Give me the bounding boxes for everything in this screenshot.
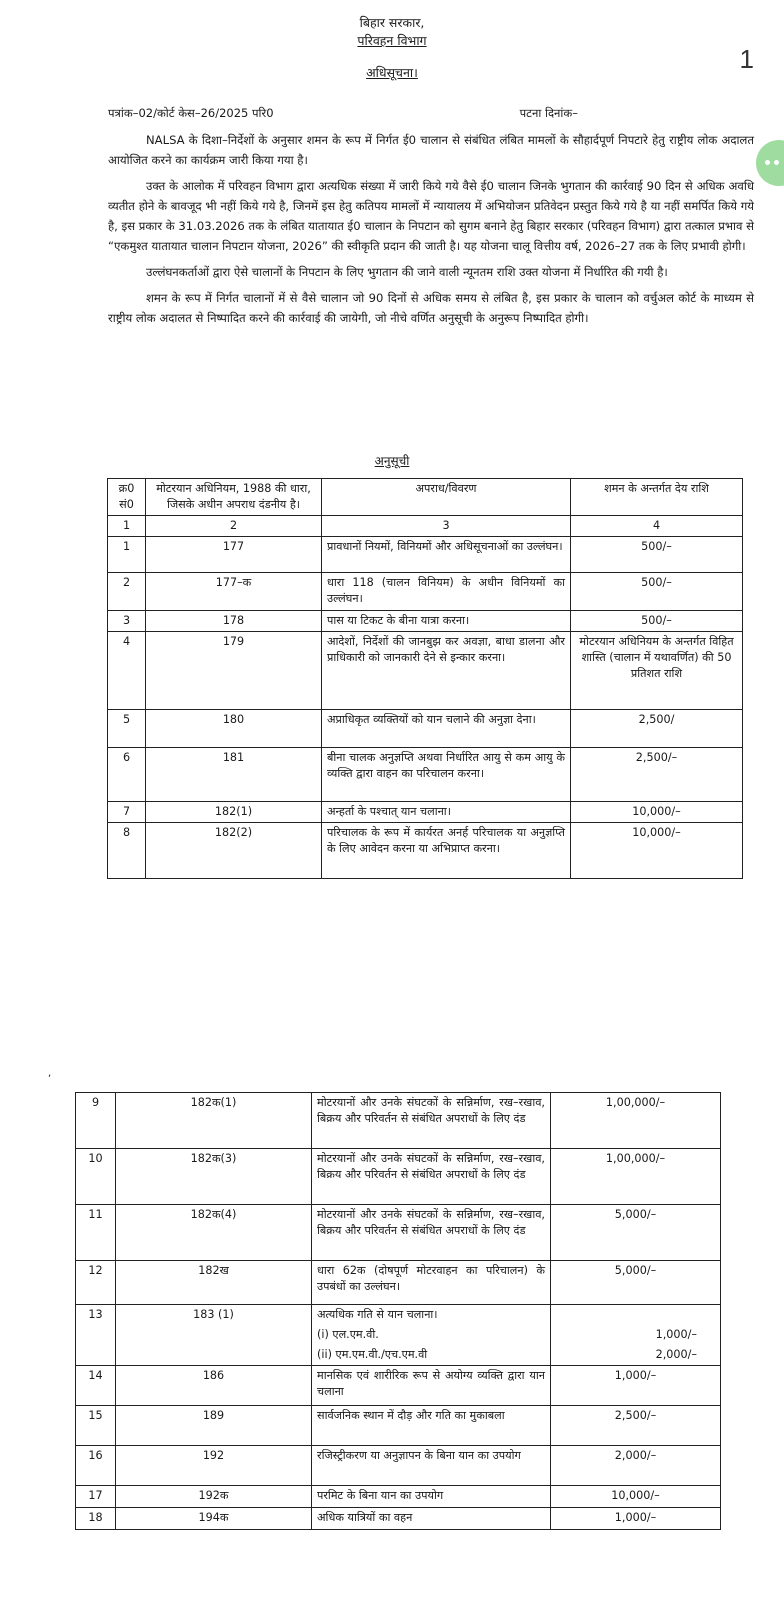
offence-cell: पास या टिकट के बीना यात्रा करना। [322,611,571,632]
department-name: परिवहन विभाग [357,33,427,48]
section-cell: 182क(3) [116,1149,312,1205]
table-row [76,1366,721,1406]
offence-cell: मोटरयानों और उनके संघटकों के सन्निर्माण, रख–रखाव, बिक्रय और परिवर्तन से संबंधित अपराधों के लिए दंड [312,1149,551,1205]
section-cell: 182(2) [146,823,322,879]
table-row [108,710,743,748]
col-number: 3 [322,516,571,537]
paragraph: शमन के रूप में निर्गत चालानों में से वैसे चालान जो 90 दिनों से अधिक समय से लंबित है, इस प्रकार के चालान को वर्चुअल कोर्ट के माध्यम से राष्ट्रीय लोक अदालत से निष्पादित करने की कार्रवाई की जायेगी, जो नीचे वर्णित अनुसूची के अनुरूप निष्पादित होगी। [108,291,754,325]
page-number: 1 [739,44,754,74]
reference-line [108,106,728,121]
section-cell: 182ख [116,1261,312,1305]
section-cell: 179 [146,632,322,710]
serial-cell: 3 [108,611,146,632]
section-cell: 178 [146,611,322,632]
table-row [76,1406,721,1446]
serial-cell: 2 [108,573,146,611]
serial-cell: 5 [108,710,146,748]
amount-cell: 10,000/– [571,823,743,879]
table-row [108,802,743,823]
floating-menu-icon[interactable] [756,140,784,186]
amount-cell: 2,500/– [551,1406,721,1446]
amount-cell: 1,000/– [551,1366,721,1406]
amount-cell: 5,000/– [551,1205,721,1261]
serial-cell: 4 [108,632,146,710]
section-cell: 183 (1) [116,1305,312,1366]
amount-cell: 2,500/ [571,710,743,748]
amount-cell: 500/– [571,573,743,611]
amount-cell: 2,000/– [551,1446,721,1486]
header-amount: शमन के अन्तर्गत देय राशि [571,479,743,516]
section-cell: 192 [116,1446,312,1486]
page-break [0,1010,784,1040]
section-cell: 189 [116,1406,312,1446]
offence-main: अत्यधिक गति से यान चलाना। [317,1308,438,1321]
section-cell: 182क(4) [116,1205,312,1261]
serial-cell: 1 [108,537,146,573]
table-row [76,1305,721,1366]
offence-cell: धारा 62क (दोषपूर्ण मोटरवाहन का परिचालन) के उपबंधों का उल्लंघन। [312,1261,551,1305]
col-number: 2 [146,516,322,537]
header-section: मोटरयान अधिनियम, 1988 की धारा, जिसके अधीन अपराध दंडनीय है। [146,479,322,516]
serial-cell: 12 [76,1261,116,1305]
table-row [76,1261,721,1305]
serial-cell: 11 [76,1205,116,1261]
table-row [108,573,743,611]
col-number: 4 [571,516,743,537]
serial-cell: 10 [76,1149,116,1205]
paragraph: उक्त के आलोक में परिवहन विभाग द्वारा अत्यधिक संख्या में जारी किये गये वैसे ई0 चालान जिनके भुगतान की कार्रवाई 90 दिन से अधिक अवधि व्यतीत होने के बावजूद भी नहीं किये गये है, जिनमें इस हेतु कतिपय मामलों में न्यायालय में अभियोजन प्रतिवेदन प्रस्तुत किये गये है या नहीं समर्पित किये गये है, इस प्रकार के 31.03.2026 तक के लंबित यातायात ई0 चालान के निपटान को सुगम बनाने हेतु बिहार सरकार (परिवहन विभाग) द्वारा तत्काल प्रभाव से “एकमुश्त यातायात चालान निपटान योजना, 2026” की स्वीकृति प्रदान की जाती है। यह योजना चालू वित्तीय वर्ष, 2026–27 तक के लिए प्रभावी होगी। [108,179,754,253]
header-offence: अपराध/विवरण [322,479,571,516]
amount-cell: 1,00,000/– [551,1093,721,1149]
section-cell: 194क [116,1508,312,1530]
offence-sub: (ii) एम.एम.वी./एच.एम.वी [317,1348,428,1361]
section-cell: 192क [116,1486,312,1508]
notification-title: अधिसूचना। [366,65,418,80]
table-row [76,1446,721,1486]
section-cell: 181 [146,748,322,802]
table-row [76,1205,721,1261]
section-cell: 182क(1) [116,1093,312,1149]
offence-cell: आदेशों, निर्देशों की जानबुझ कर अवज्ञा, बाधा डालना और प्राधिकारी को जानकारी देने से इन्कार करना। [322,632,571,710]
table-row [76,1093,721,1149]
section-cell: 177 [146,537,322,573]
stray-mark: , [48,1068,52,1079]
letter-number: पत्रांक–02/कोर्ट केस–26/2025 परि0 [108,106,274,120]
offence-cell: मानसिक एवं शारीरिक रूप से अयोग्य व्यक्ति द्वारा यान चलाना [312,1366,551,1406]
offence-cell: रजिस्ट्रीकरण या अनुज्ञापन के बिना यान का उपयोग [312,1446,551,1486]
offence-cell: अन्हर्ता के पश्चात् यान चलाना। [322,802,571,823]
amount-sub: 2,000/– [655,1348,697,1361]
section-cell: 177–क [146,573,322,611]
letter-header [0,14,784,82]
notification-body [108,130,754,334]
amount-cell: मोटरयान अधिनियम के अन्तर्गत विहित शास्ति (चालान में यथावर्णित) की 50 प्रतिशत राशि [571,632,743,710]
amount-cell: 5,000/– [551,1261,721,1305]
serial-cell: 15 [76,1406,116,1446]
serial-cell: 16 [76,1446,116,1486]
section-cell: 180 [146,710,322,748]
table-row [108,611,743,632]
serial-cell: 8 [108,823,146,879]
amount-cell: 10,000/– [551,1486,721,1508]
amount-cell: 500/– [571,537,743,573]
table-row [108,537,743,573]
paragraph: उल्लंघनकर्ताओं द्वारा ऐसे चालानों के निपटान के लिए भुगतान की जाने वाली न्यूनतम राशि उक्त योजना में निर्धारित की गयी है। [146,265,668,279]
amount-cell: 10,000/– [571,802,743,823]
offence-cell: अप्राधिकृत व्यक्तियों को यान चलाने की अनुज्ञा देना। [322,710,571,748]
amount-cell: 2,500/– [571,748,743,802]
section-cell: 182(1) [146,802,322,823]
serial-cell: 9 [76,1093,116,1149]
offence-cell: अधिक यात्रियों का वहन [312,1508,551,1530]
column-number-row [108,516,743,537]
amount-cell [551,1305,721,1366]
table-row [76,1486,721,1508]
section-cell: 186 [116,1366,312,1406]
offence-cell: प्रावधानों नियमों, विनियमों और अधिसूचनाओं का उल्लंघन। [322,537,571,573]
serial-cell: 7 [108,802,146,823]
offence-cell: बीना चालक अनुज्ञप्ति अथवा निर्धारित आयु से कम आयु के व्यक्ति द्वारा वाहन का परिचालन करना। [322,748,571,802]
serial-cell: 17 [76,1486,116,1508]
amount-sub: 1,000/– [655,1328,697,1341]
table-row [76,1149,721,1205]
place-date: पटना दिनांक– [519,106,578,120]
schedule-title: अनुसूची [374,454,410,468]
schedule-table-page1 [107,478,743,879]
offence-cell: धारा 118 (चालन विनियम) के अधीन विनियमों का उल्लंघन। [322,573,571,611]
paragraph: NALSA के दिशा–निर्देशों के अनुसार शमन के रूप में निर्गत ई0 चालान से संबंधित लंबित मामलों के सौहार्दपूर्ण निपटारे हेतु राष्ट्रीय लोक अदालत आयोजित करने का कार्यक्रम जारी किया गया है। [108,133,754,167]
col-number: 1 [108,516,146,537]
offence-cell: मोटरयानों और उनके संघटकों के सन्निर्माण, रख–रखाव, बिक्रय और परिवर्तन से संबंधित अपराधों के लिए दंड [312,1205,551,1261]
offence-cell: परमिट के बिना यान का उपयोग [312,1486,551,1508]
table-header-row [108,479,743,516]
schedule-table-page2 [75,1092,721,1530]
offence-cell [312,1305,551,1366]
table-row [108,632,743,710]
table-row [108,748,743,802]
offence-cell: परिचालक के रूप में कार्यरत अनर्ह परिचालक या अनुज्ञप्ति के लिए आवेदन करना या अभिप्राप्त करना। [322,823,571,879]
offence-cell: मोटरयानों और उनके संघटकों के सन्निर्माण, रख–रखाव, बिक्रय और परिवर्तन से संबंधित अपराधों के लिए दंड [312,1093,551,1149]
government-name: बिहार सरकार, [359,15,425,30]
serial-cell: 6 [108,748,146,802]
offence-cell: सार्वजनिक स्थान में दौड़ और गति का मुकाबला [312,1406,551,1446]
amount-cell: 1,00,000/– [551,1149,721,1205]
table-row [108,823,743,879]
header-serial: क्र0 सं0 [108,479,146,516]
serial-cell: 13 [76,1305,116,1366]
table-row [76,1508,721,1530]
serial-cell: 18 [76,1508,116,1530]
serial-cell: 14 [76,1366,116,1406]
amount-cell: 1,000/– [551,1508,721,1530]
offence-sub: (i) एल.एम.वी. [317,1328,379,1341]
amount-cell: 500/– [571,611,743,632]
